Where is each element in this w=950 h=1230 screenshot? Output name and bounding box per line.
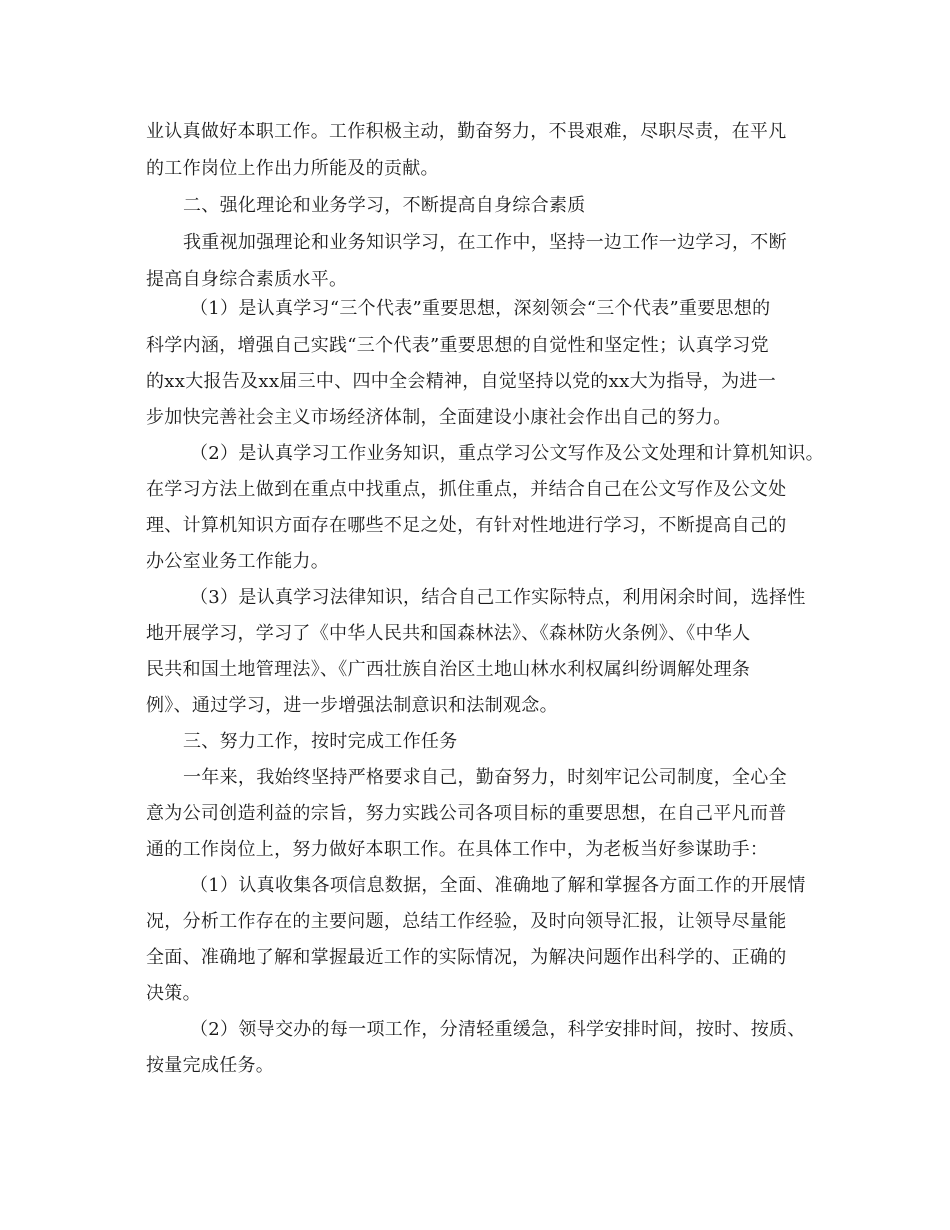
text-line: 况，分析工作存在的主要问题，总结工作经验，及时向领导汇报，让领导尽量能 [146,911,787,932]
text-line: 科学内涵，增强自己实践“三个代表”重要思想的自觉性和坚定性；认真学习党 [146,335,769,356]
text-line: 理、计算机知识方面存在哪些不足之处，有针对性地进行学习，不断提高自己的 [146,515,787,536]
text-line: 民共和国土地管理法》、《广西壮族自治区土地山林水利权属纠纷调解处理条 [146,659,751,680]
text-line: （3）是认真学习法律知识，结合自己工作实际特点，利用闲余时间，选择性 [190,587,806,608]
text-line: （2）是认真学习工作业务知识，重点学习公文写作及公文处理和计算机知识。 [190,443,824,464]
text-line: 提高自身综合素质水平。 [146,269,348,290]
text-line: 一年来，我始终坚持严格要求自己，勤奋努力，时刻牢记公司制度，全心全 [183,767,787,788]
text-line: 决策。 [146,983,201,1004]
section-heading: 三、努力工作，按时完成工作任务 [183,731,458,752]
text-line: 在学习方法上做到在重点中找重点，抓住重点，并结合自己在公文写作及公文处 [146,479,787,500]
text-line: （2）领导交办的每一项工作，分清轻重缓急，科学安排时间，按时、按质、 [190,1019,806,1040]
text-line: 意为公司创造利益的宗旨，努力实践公司各项目标的重要思想，在自己平凡而普 [146,803,787,824]
text-line: 业认真做好本职工作。工作积极主动，勤奋努力，不畏艰难，尽职尽责，在平凡 [146,121,787,142]
section-heading: 二、强化理论和业务学习，不断提高自身综合素质 [183,195,586,216]
text-line: 全面、准确地了解和掌握最近工作的实际情况，为解决问题作出科学的、正确的 [146,947,787,968]
text-line: 的工作岗位上作出力所能及的贡献。 [146,158,439,179]
text-line: 办公室业务工作能力。 [146,551,329,572]
text-line: 我重视加强理论和业务知识学习，在工作中，坚持一边工作一边学习，不断 [183,232,787,253]
text-line: 按量完成任务。 [146,1055,275,1076]
text-line: 通的工作岗位上，努力做好本职工作。在具体工作中，为老板当好参谋助手： [146,839,769,860]
text-line: 地开展学习，学习了《中华人民共和国森林法》、《森林防火条例》、《中华人 [146,623,751,644]
text-line: （1）认真收集各项信息数据，全面、准确地了解和掌握各方面工作的开展情 [190,875,806,896]
text-line: （1）是认真学习“三个代表”重要思想，深刻领会“三个代表”重要思想的 [190,298,771,319]
text-line: 例》、通过学习，进一步增强法制意识和法制观念。 [146,695,558,716]
text-line: 步加快完善社会主义市场经济体制，全面建设小康社会作出自己的努力。 [146,407,732,428]
text-line: 的xx大报告及xx届三中、四中全会精神，自觉坚持以党的xx大为指导，为进一 [146,371,777,392]
